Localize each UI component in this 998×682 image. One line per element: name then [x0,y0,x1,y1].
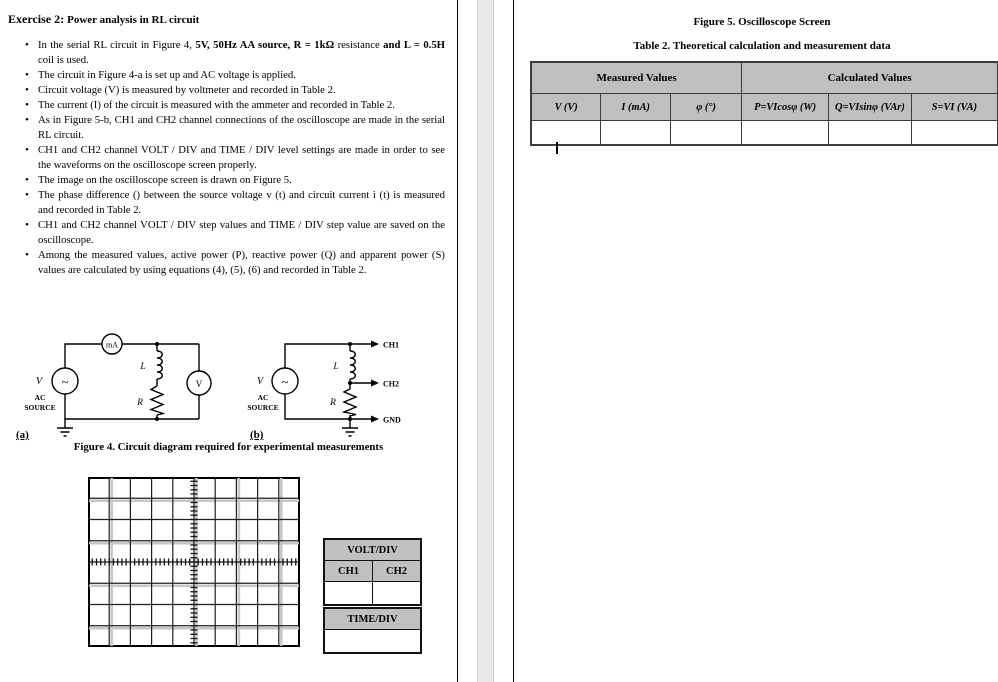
col-header-i: I (mA) [601,94,671,121]
exercise-title-prefix: Exercise 2: [8,12,68,26]
circuit-diagram-a [22,331,238,443]
value-cell-p[interactable] [742,121,829,146]
measured-values-header: Measured Values [531,62,742,94]
bullet-item: • The circuit in Figure 4-a is set up and AC voltage is applied. [38,68,445,83]
col-header-s: S=VI (VA) [911,94,998,121]
volt-div-table [323,538,422,606]
bullet-item: • The phase difference () between the source voltage v (t) and circuit current i (t) is measured and recorded in Table 2. [38,188,445,218]
resistor-label: R [330,398,336,408]
ch1-probe-arrow [350,341,379,348]
source-voltage-label: V [35,376,43,387]
time-div-value-cell[interactable] [324,630,421,654]
time-div-table [323,607,422,654]
ch1-value-cell[interactable] [324,582,373,606]
ground-symbol [57,419,73,436]
ground-symbol [342,419,358,436]
table2-caption: Table 2. Theoretical calculation and measurement data [633,40,891,52]
circuit-diagram-b [245,331,423,443]
bullet-item: • CH1 and CH2 channel VOLT / DIV step values and TIME / DIV step value are saved on the oscilloscope. [38,218,445,248]
resistor-label: R [137,398,143,408]
bullet-item: • In the serial RL circuit in Figure 4, 5V, 50Hz AA source, R = 1kΩ resistance and L = 0.5H coil is used. [38,38,445,68]
calculated-values-header: Calculated Values [742,62,998,94]
ch2-label: CH2 [383,379,399,389]
figure4b-label: (b) [250,429,264,441]
ac-source-sine: ~ [61,374,69,389]
col-header-p: P=VIcosφ (W) [742,94,829,121]
value-cell-q[interactable] [828,121,911,146]
resistor-symbol [344,389,356,416]
figure5-caption: Figure 5. Oscilloscope Screen [693,16,831,28]
ch2-header: CH2 [373,561,422,582]
exercise-title [8,12,199,27]
figure4-caption: Figure 4. Circuit diagram required for experimental measurements [73,441,384,453]
inductor-symbol [157,351,162,379]
bullet-item: • CH1 and CH2 channel VOLT / DIV and TIME / DIV level settings are made in order to see the waveforms on the oscilloscope screen properly. [38,143,445,173]
inductor-label: L [333,362,339,372]
ch1-header: CH1 [324,561,373,582]
bullet-item: • Circuit voltage (V) is measured by voltmeter and recorded in Table 2. [38,83,445,98]
text-cursor [556,142,558,154]
volt-div-header: VOLT/DIV [324,539,421,561]
bullet-item: • Among the measured values, active power (P), reactive power (Q) and apparent power (S) values are calculated by using equations (4), (5), (6) and recorded in Table 2. [38,248,445,278]
col-header-q: Q=VIsinφ (VAr) [828,94,911,121]
document-page-left[interactable] [0,0,458,682]
ch1-label: CH1 [383,340,399,350]
gnd-label: GND [383,415,401,425]
bullet-item: • The current (I) of the circuit is measured with the ammeter and recorded in Table 2. [38,98,445,113]
ammeter-label: mA [106,340,118,350]
document-page-right[interactable] [513,0,998,682]
page-gap-strip [477,0,494,682]
voltmeter-label: V [195,379,203,389]
col-header-phi: φ (°) [670,94,741,121]
col-header-v: V (V) [531,94,601,121]
ac-source-caption-line1: AC [34,393,46,402]
source-voltage-label: V [256,376,264,387]
junction-dot [155,342,159,346]
ch2-value-cell[interactable] [373,582,422,606]
value-cell-i[interactable] [601,121,671,146]
junction-dot [155,417,159,421]
figure4a-label: (a) [16,429,29,441]
exercise-title-rest: Power analysis in RL circuit [67,14,200,26]
ac-source-sine: ~ [281,374,289,389]
inductor-symbol [350,351,355,379]
bullet-item: • As in Figure 5-b, CH1 and CH2 channel connections of the oscilloscope are made in the serial RL circuit. [38,113,445,143]
oscilloscope-screen [88,477,300,647]
ac-source-caption-line2: SOURCE [247,403,279,412]
value-cell-phi[interactable] [670,121,741,146]
time-div-header: TIME/DIV [324,608,421,630]
ch2-probe-arrow [350,380,379,387]
value-cell-v[interactable] [531,121,601,146]
oscilloscope-grid [88,477,300,647]
ac-source-caption-line1: AC [257,393,269,402]
bullet-item: • The image on the oscilloscope screen is drawn on Figure 5. [38,173,445,188]
value-cell-s[interactable] [911,121,998,146]
inductor-label: L [140,362,146,372]
ac-source-caption-line2: SOURCE [24,403,56,412]
measurement-table [530,61,998,146]
resistor-symbol [151,386,163,415]
gnd-probe-arrow [350,416,379,423]
bullet-list [0,38,445,278]
